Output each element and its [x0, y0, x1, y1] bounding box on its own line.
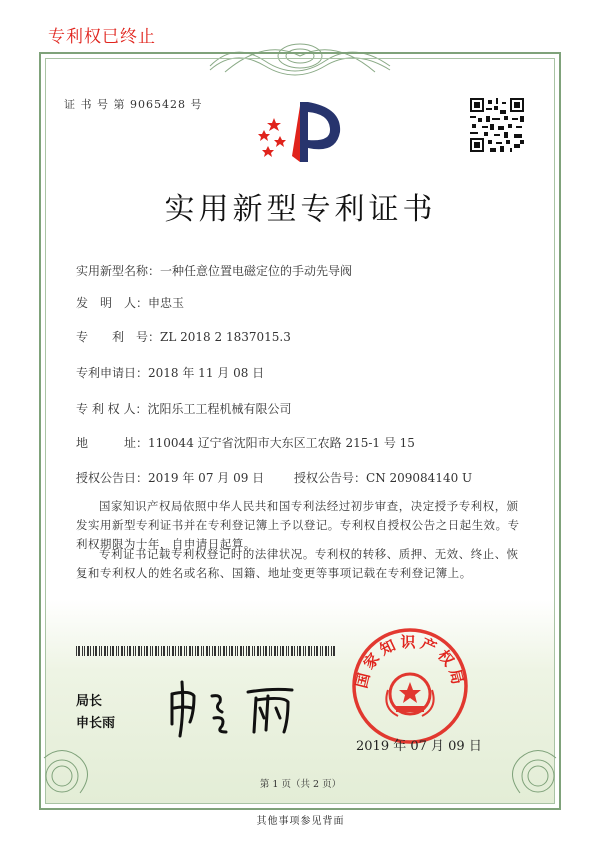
address-row — [76, 434, 415, 451]
director-signature — [160, 672, 310, 742]
utility-model-name-value: 一种任意位置电磁定位的手动先导阀 — [160, 264, 353, 278]
filing-date-row — [76, 364, 264, 381]
page-number: 第 1 页（共 2 页） — [259, 779, 342, 790]
inventor-label: 发 明 人： — [76, 296, 149, 310]
seal-date: 2019 年 07 月 09 日 — [356, 739, 482, 754]
svg-text:国家知识产权局 — [352, 633, 467, 690]
utility-model-name-label: 实用新型名称： — [76, 264, 161, 278]
director-title: 局长 — [76, 694, 103, 709]
patentee-value: 沈阳乐工工程机械有限公司 — [147, 402, 292, 416]
patent-number-row — [76, 328, 291, 345]
address-value: 110044 辽宁省沈阳市大东区工农路 215-1 号 15 — [148, 436, 415, 450]
filing-date-value: 2018 年 11 月 08 日 — [148, 366, 265, 380]
official-seal — [345, 626, 475, 744]
patentee-label: 专 利 权 人： — [76, 402, 148, 416]
filing-date-label: 专利申请日： — [76, 366, 149, 380]
grant-date-label: 授权公告日： — [76, 471, 149, 485]
grant-number-row — [294, 469, 472, 486]
patentee-row — [76, 400, 291, 417]
qr-code — [470, 98, 524, 152]
certificate-title: 实用新型专利证书 — [164, 192, 437, 227]
seal-text: 国家知识产权局 — [352, 633, 468, 690]
patent-status-label: 专利权已终止 — [48, 27, 156, 47]
patent-number-label: 专 利 号： — [76, 330, 161, 344]
inventor-row — [76, 294, 184, 311]
grant-date-row — [76, 469, 264, 486]
address-label: 地 址： — [76, 436, 149, 450]
certificate-number: 证 书 号 第 9065428 号 — [64, 98, 203, 111]
cnipa-logo — [250, 96, 345, 168]
legal-status-paragraph: 专利证书记载专利权登记时的法律状况。专利权的转移、质押、无效、终止、恢复和专利权人的姓名或名称、国籍、地址变更等事项记载在专利登记簿上。 — [76, 547, 519, 580]
inventor-value: 申忠玉 — [148, 296, 185, 310]
barcode — [76, 646, 338, 656]
patent-number-value: ZL 2018 2 1837015.3 — [160, 330, 291, 344]
grant-date-value: 2019 年 07 月 09 日 — [148, 471, 265, 485]
utility-model-name-row — [76, 262, 352, 279]
director-name: 申长雨 — [76, 716, 116, 731]
footer-note: 其他事项参见背面 — [256, 816, 345, 827]
grant-number-label: 授权公告号： — [294, 471, 367, 485]
grant-statement-paragraph: 国家知识产权局依照中华人民共和国专利法经过初步审查，决定授予专利权，颁发实用新型专利证书并在专利登记簿上予以登记。专利权自授权公告之日起生效。专利权期限为十年，自申请日起算。 — [76, 499, 520, 551]
grant-number-value: CN 209084140 U — [366, 471, 473, 485]
